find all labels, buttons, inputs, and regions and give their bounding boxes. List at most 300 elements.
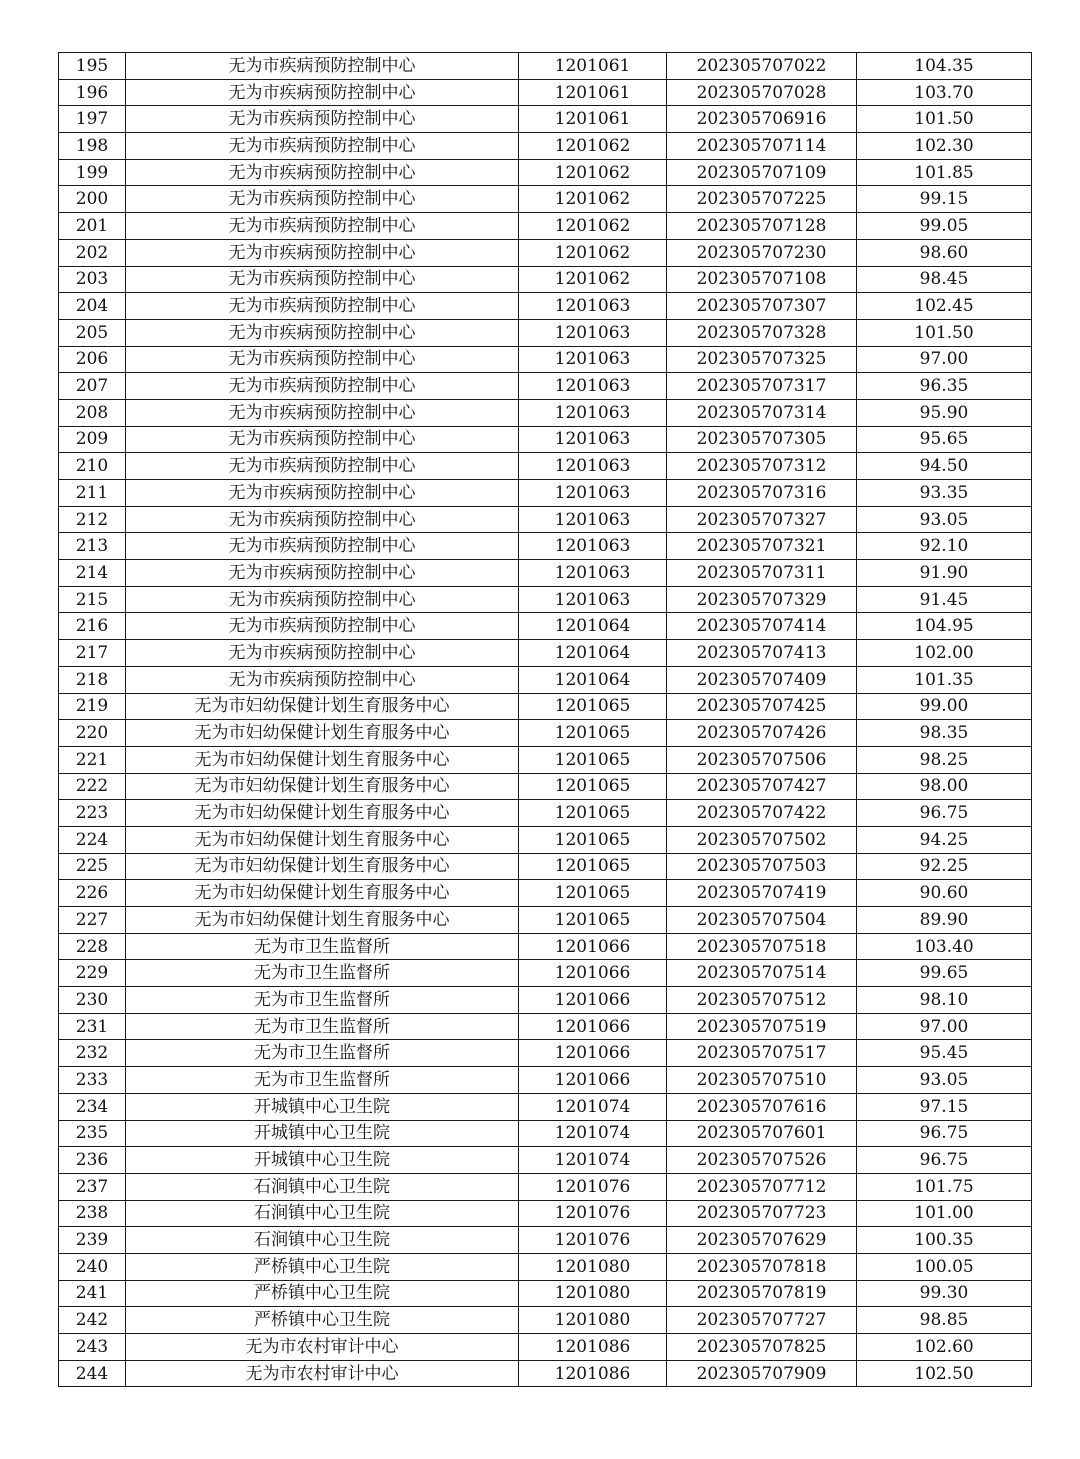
score-cell: 102.60 <box>857 1334 1032 1361</box>
row-index-cell: 207 <box>59 373 126 400</box>
ticket-number-cell: 202305707128 <box>667 213 857 240</box>
score-cell: 101.50 <box>857 319 1032 346</box>
ticket-number-cell: 202305707317 <box>667 373 857 400</box>
row-index-cell: 233 <box>59 1067 126 1094</box>
position-code-cell: 1201061 <box>519 79 667 106</box>
unit-name-cell: 严桥镇中心卫生院 <box>126 1307 519 1334</box>
row-index-cell: 211 <box>59 480 126 507</box>
table-row <box>59 1120 1032 1147</box>
unit-name-cell: 无为市农村审计中心 <box>126 1334 519 1361</box>
table-row <box>59 239 1032 266</box>
position-code-cell: 1201076 <box>519 1173 667 1200</box>
row-index-cell: 210 <box>59 453 126 480</box>
position-code-cell: 1201074 <box>519 1147 667 1174</box>
row-index-cell: 232 <box>59 1040 126 1067</box>
row-index-cell: 221 <box>59 746 126 773</box>
position-code-cell: 1201064 <box>519 613 667 640</box>
table-row <box>59 79 1032 106</box>
position-code-cell: 1201065 <box>519 826 667 853</box>
row-index-cell: 205 <box>59 319 126 346</box>
table-row <box>59 720 1032 747</box>
score-cell: 102.00 <box>857 640 1032 667</box>
position-code-cell: 1201061 <box>519 106 667 133</box>
table-row <box>59 746 1032 773</box>
ticket-number-cell: 202305707723 <box>667 1200 857 1227</box>
score-cell: 97.00 <box>857 1013 1032 1040</box>
unit-name-cell: 开城镇中心卫生院 <box>126 1147 519 1174</box>
unit-name-cell: 无为市疾病预防控制中心 <box>126 640 519 667</box>
unit-name-cell: 无为市妇幼保健计划生育服务中心 <box>126 853 519 880</box>
score-cell: 104.95 <box>857 613 1032 640</box>
ticket-number-cell: 202305707314 <box>667 399 857 426</box>
unit-name-cell: 石涧镇中心卫生院 <box>126 1173 519 1200</box>
position-code-cell: 1201065 <box>519 773 667 800</box>
unit-name-cell: 开城镇中心卫生院 <box>126 1093 519 1120</box>
table-row <box>59 1280 1032 1307</box>
position-code-cell: 1201065 <box>519 800 667 827</box>
unit-name-cell: 无为市疾病预防控制中心 <box>126 186 519 213</box>
ticket-number-cell: 202305707305 <box>667 426 857 453</box>
ticket-number-cell: 202305707601 <box>667 1120 857 1147</box>
position-code-cell: 1201066 <box>519 1040 667 1067</box>
row-index-cell: 199 <box>59 159 126 186</box>
score-cell: 95.90 <box>857 399 1032 426</box>
table-row <box>59 613 1032 640</box>
row-index-cell: 225 <box>59 853 126 880</box>
ticket-number-cell: 202305707311 <box>667 560 857 587</box>
table-body <box>59 53 1032 1387</box>
position-code-cell: 1201065 <box>519 746 667 773</box>
ticket-number-cell: 202305707422 <box>667 800 857 827</box>
row-index-cell: 213 <box>59 533 126 560</box>
unit-name-cell: 无为市疾病预防控制中心 <box>126 373 519 400</box>
score-cell: 102.30 <box>857 133 1032 160</box>
score-cell: 96.75 <box>857 1147 1032 1174</box>
table-row <box>59 506 1032 533</box>
ticket-number-cell: 202305707518 <box>667 933 857 960</box>
table-row <box>59 480 1032 507</box>
table-row <box>59 1253 1032 1280</box>
ticket-number-cell: 202305707316 <box>667 480 857 507</box>
score-cell: 98.45 <box>857 266 1032 293</box>
unit-name-cell: 无为市疾病预防控制中心 <box>126 159 519 186</box>
score-cell: 95.45 <box>857 1040 1032 1067</box>
table-row <box>59 266 1032 293</box>
position-code-cell: 1201086 <box>519 1334 667 1361</box>
position-code-cell: 1201063 <box>519 426 667 453</box>
ticket-number-cell: 202305707512 <box>667 987 857 1014</box>
score-cell: 100.05 <box>857 1253 1032 1280</box>
score-cell: 96.75 <box>857 1120 1032 1147</box>
table-row <box>59 1173 1032 1200</box>
row-index-cell: 242 <box>59 1307 126 1334</box>
table-row <box>59 399 1032 426</box>
row-index-cell: 238 <box>59 1200 126 1227</box>
row-index-cell: 223 <box>59 800 126 827</box>
table-row <box>59 1093 1032 1120</box>
unit-name-cell: 无为市疾病预防控制中心 <box>126 533 519 560</box>
score-cell: 98.35 <box>857 720 1032 747</box>
score-cell: 98.85 <box>857 1307 1032 1334</box>
score-cell: 98.60 <box>857 239 1032 266</box>
table-row <box>59 373 1032 400</box>
ticket-number-cell: 202305707519 <box>667 1013 857 1040</box>
table-row <box>59 987 1032 1014</box>
position-code-cell: 1201065 <box>519 853 667 880</box>
table-row <box>59 907 1032 934</box>
row-index-cell: 206 <box>59 346 126 373</box>
score-cell: 93.05 <box>857 1067 1032 1094</box>
position-code-cell: 1201063 <box>519 399 667 426</box>
table-row <box>59 1013 1032 1040</box>
row-index-cell: 231 <box>59 1013 126 1040</box>
unit-name-cell: 无为市妇幼保健计划生育服务中心 <box>126 720 519 747</box>
unit-name-cell: 无为市卫生监督所 <box>126 1013 519 1040</box>
position-code-cell: 1201063 <box>519 293 667 320</box>
table-row <box>59 453 1032 480</box>
ticket-number-cell: 202305707108 <box>667 266 857 293</box>
position-code-cell: 1201065 <box>519 880 667 907</box>
unit-name-cell: 无为市卫生监督所 <box>126 960 519 987</box>
position-code-cell: 1201080 <box>519 1307 667 1334</box>
position-code-cell: 1201066 <box>519 1013 667 1040</box>
table-row <box>59 853 1032 880</box>
table-row <box>59 1227 1032 1254</box>
ticket-number-cell: 202305707419 <box>667 880 857 907</box>
score-cell: 95.65 <box>857 426 1032 453</box>
table-row <box>59 1307 1032 1334</box>
ticket-number-cell: 202305707328 <box>667 319 857 346</box>
ticket-number-cell: 202305707413 <box>667 640 857 667</box>
row-index-cell: 230 <box>59 987 126 1014</box>
row-index-cell: 234 <box>59 1093 126 1120</box>
ticket-number-cell: 202305707712 <box>667 1173 857 1200</box>
row-index-cell: 243 <box>59 1334 126 1361</box>
score-cell: 96.75 <box>857 800 1032 827</box>
unit-name-cell: 严桥镇中心卫生院 <box>126 1253 519 1280</box>
unit-name-cell: 无为市妇幼保健计划生育服务中心 <box>126 907 519 934</box>
table-row <box>59 666 1032 693</box>
table-row <box>59 826 1032 853</box>
score-cell: 101.85 <box>857 159 1032 186</box>
unit-name-cell: 无为市妇幼保健计划生育服务中心 <box>126 880 519 907</box>
unit-name-cell: 开城镇中心卫生院 <box>126 1120 519 1147</box>
table-row <box>59 560 1032 587</box>
score-cell: 98.10 <box>857 987 1032 1014</box>
position-code-cell: 1201066 <box>519 987 667 1014</box>
ticket-number-cell: 202305707819 <box>667 1280 857 1307</box>
score-cell: 98.25 <box>857 746 1032 773</box>
ticket-number-cell: 202305707727 <box>667 1307 857 1334</box>
score-cell: 98.00 <box>857 773 1032 800</box>
unit-name-cell: 无为市疾病预防控制中心 <box>126 426 519 453</box>
ticket-number-cell: 202305707327 <box>667 506 857 533</box>
row-index-cell: 217 <box>59 640 126 667</box>
unit-name-cell: 无为市疾病预防控制中心 <box>126 239 519 266</box>
table-row <box>59 293 1032 320</box>
table-row <box>59 106 1032 133</box>
position-code-cell: 1201063 <box>519 506 667 533</box>
unit-name-cell: 无为市疾病预防控制中心 <box>126 613 519 640</box>
unit-name-cell: 无为市疾病预防控制中心 <box>126 213 519 240</box>
table-row <box>59 880 1032 907</box>
score-cell: 101.00 <box>857 1200 1032 1227</box>
table-row <box>59 1334 1032 1361</box>
unit-name-cell: 无为市卫生监督所 <box>126 933 519 960</box>
score-cell: 97.15 <box>857 1093 1032 1120</box>
position-code-cell: 1201063 <box>519 373 667 400</box>
ticket-number-cell: 202305707409 <box>667 666 857 693</box>
unit-name-cell: 无为市妇幼保健计划生育服务中心 <box>126 800 519 827</box>
unit-name-cell: 石涧镇中心卫生院 <box>126 1200 519 1227</box>
ticket-number-cell: 202305707909 <box>667 1360 857 1387</box>
position-code-cell: 1201086 <box>519 1360 667 1387</box>
unit-name-cell: 严桥镇中心卫生院 <box>126 1280 519 1307</box>
ticket-number-cell: 202305706916 <box>667 106 857 133</box>
row-index-cell: 216 <box>59 613 126 640</box>
table-row <box>59 346 1032 373</box>
position-code-cell: 1201076 <box>519 1200 667 1227</box>
position-code-cell: 1201063 <box>519 533 667 560</box>
row-index-cell: 239 <box>59 1227 126 1254</box>
unit-name-cell: 无为市疾病预防控制中心 <box>126 399 519 426</box>
unit-name-cell: 无为市卫生监督所 <box>126 1040 519 1067</box>
ticket-number-cell: 202305707312 <box>667 453 857 480</box>
score-cell: 102.50 <box>857 1360 1032 1387</box>
ticket-number-cell: 202305707514 <box>667 960 857 987</box>
ticket-number-cell: 202305707321 <box>667 533 857 560</box>
score-cell: 97.00 <box>857 346 1032 373</box>
ticket-number-cell: 202305707109 <box>667 159 857 186</box>
score-cell: 101.50 <box>857 106 1032 133</box>
position-code-cell: 1201062 <box>519 186 667 213</box>
ticket-number-cell: 202305707307 <box>667 293 857 320</box>
score-cell: 96.35 <box>857 373 1032 400</box>
score-cell: 93.05 <box>857 506 1032 533</box>
score-cell: 101.35 <box>857 666 1032 693</box>
row-index-cell: 198 <box>59 133 126 160</box>
position-code-cell: 1201063 <box>519 480 667 507</box>
unit-name-cell: 无为市疾病预防控制中心 <box>126 560 519 587</box>
table-row <box>59 186 1032 213</box>
ticket-number-cell: 202305707506 <box>667 746 857 773</box>
unit-name-cell: 无为市卫生监督所 <box>126 1067 519 1094</box>
position-code-cell: 1201076 <box>519 1227 667 1254</box>
position-code-cell: 1201062 <box>519 213 667 240</box>
score-cell: 99.15 <box>857 186 1032 213</box>
unit-name-cell: 无为市疾病预防控制中心 <box>126 293 519 320</box>
row-index-cell: 204 <box>59 293 126 320</box>
ticket-number-cell: 202305707616 <box>667 1093 857 1120</box>
table-row <box>59 1147 1032 1174</box>
unit-name-cell: 无为市疾病预防控制中心 <box>126 506 519 533</box>
unit-name-cell: 无为市疾病预防控制中心 <box>126 106 519 133</box>
row-index-cell: 218 <box>59 666 126 693</box>
table-row <box>59 133 1032 160</box>
unit-name-cell: 无为市疾病预防控制中心 <box>126 53 519 80</box>
table-row <box>59 1067 1032 1094</box>
score-table <box>58 52 1032 1387</box>
unit-name-cell: 无为市农村审计中心 <box>126 1360 519 1387</box>
position-code-cell: 1201066 <box>519 960 667 987</box>
table-row <box>59 1200 1032 1227</box>
row-index-cell: 228 <box>59 933 126 960</box>
unit-name-cell: 无为市疾病预防控制中心 <box>126 346 519 373</box>
table-row <box>59 213 1032 240</box>
unit-name-cell: 无为市疾病预防控制中心 <box>126 480 519 507</box>
table-row <box>59 800 1032 827</box>
row-index-cell: 209 <box>59 426 126 453</box>
position-code-cell: 1201063 <box>519 453 667 480</box>
table-row <box>59 773 1032 800</box>
score-cell: 101.75 <box>857 1173 1032 1200</box>
ticket-number-cell: 202305707504 <box>667 907 857 934</box>
row-index-cell: 212 <box>59 506 126 533</box>
unit-name-cell: 无为市妇幼保健计划生育服务中心 <box>126 746 519 773</box>
position-code-cell: 1201063 <box>519 586 667 613</box>
position-code-cell: 1201062 <box>519 239 667 266</box>
row-index-cell: 244 <box>59 1360 126 1387</box>
unit-name-cell: 无为市疾病预防控制中心 <box>126 666 519 693</box>
table-row <box>59 693 1032 720</box>
row-index-cell: 214 <box>59 560 126 587</box>
score-cell: 99.00 <box>857 693 1032 720</box>
row-index-cell: 196 <box>59 79 126 106</box>
row-index-cell: 200 <box>59 186 126 213</box>
table-row <box>59 426 1032 453</box>
ticket-number-cell: 202305707425 <box>667 693 857 720</box>
unit-name-cell: 无为市疾病预防控制中心 <box>126 586 519 613</box>
unit-name-cell: 无为市疾病预防控制中心 <box>126 133 519 160</box>
score-cell: 92.25 <box>857 853 1032 880</box>
position-code-cell: 1201063 <box>519 319 667 346</box>
position-code-cell: 1201066 <box>519 933 667 960</box>
score-cell: 92.10 <box>857 533 1032 560</box>
row-index-cell: 195 <box>59 53 126 80</box>
row-index-cell: 224 <box>59 826 126 853</box>
table-row <box>59 159 1032 186</box>
score-cell: 91.45 <box>857 586 1032 613</box>
table-row <box>59 960 1032 987</box>
table-row <box>59 1360 1032 1387</box>
score-cell: 94.25 <box>857 826 1032 853</box>
ticket-number-cell: 202305707629 <box>667 1227 857 1254</box>
position-code-cell: 1201065 <box>519 720 667 747</box>
ticket-number-cell: 202305707414 <box>667 613 857 640</box>
row-index-cell: 201 <box>59 213 126 240</box>
ticket-number-cell: 202305707028 <box>667 79 857 106</box>
row-index-cell: 220 <box>59 720 126 747</box>
position-code-cell: 1201062 <box>519 133 667 160</box>
row-index-cell: 202 <box>59 239 126 266</box>
score-cell: 103.40 <box>857 933 1032 960</box>
row-index-cell: 240 <box>59 1253 126 1280</box>
score-cell: 90.60 <box>857 880 1032 907</box>
position-code-cell: 1201080 <box>519 1280 667 1307</box>
position-code-cell: 1201061 <box>519 53 667 80</box>
ticket-number-cell: 202305707225 <box>667 186 857 213</box>
unit-name-cell: 无为市妇幼保健计划生育服务中心 <box>126 693 519 720</box>
position-code-cell: 1201074 <box>519 1093 667 1120</box>
row-index-cell: 208 <box>59 399 126 426</box>
row-index-cell: 236 <box>59 1147 126 1174</box>
table-row <box>59 319 1032 346</box>
position-code-cell: 1201064 <box>519 640 667 667</box>
row-index-cell: 222 <box>59 773 126 800</box>
ticket-number-cell: 202305707114 <box>667 133 857 160</box>
ticket-number-cell: 202305707825 <box>667 1334 857 1361</box>
table-row <box>59 933 1032 960</box>
position-code-cell: 1201065 <box>519 693 667 720</box>
row-index-cell: 227 <box>59 907 126 934</box>
position-code-cell: 1201062 <box>519 266 667 293</box>
position-code-cell: 1201064 <box>519 666 667 693</box>
table-row <box>59 586 1032 613</box>
row-index-cell: 235 <box>59 1120 126 1147</box>
table-row <box>59 1040 1032 1067</box>
unit-name-cell: 无为市疾病预防控制中心 <box>126 453 519 480</box>
row-index-cell: 226 <box>59 880 126 907</box>
score-cell: 104.35 <box>857 53 1032 80</box>
ticket-number-cell: 202305707230 <box>667 239 857 266</box>
ticket-number-cell: 202305707325 <box>667 346 857 373</box>
score-cell: 91.90 <box>857 560 1032 587</box>
score-cell: 93.35 <box>857 480 1032 507</box>
unit-name-cell: 无为市疾病预防控制中心 <box>126 79 519 106</box>
unit-name-cell: 无为市妇幼保健计划生育服务中心 <box>126 773 519 800</box>
table-row <box>59 533 1032 560</box>
ticket-number-cell: 202305707426 <box>667 720 857 747</box>
score-cell: 99.65 <box>857 960 1032 987</box>
score-cell: 99.05 <box>857 213 1032 240</box>
row-index-cell: 203 <box>59 266 126 293</box>
position-code-cell: 1201062 <box>519 159 667 186</box>
position-code-cell: 1201074 <box>519 1120 667 1147</box>
score-cell: 94.50 <box>857 453 1032 480</box>
ticket-number-cell: 202305707503 <box>667 853 857 880</box>
score-cell: 102.45 <box>857 293 1032 320</box>
row-index-cell: 219 <box>59 693 126 720</box>
ticket-number-cell: 202305707526 <box>667 1147 857 1174</box>
row-index-cell: 197 <box>59 106 126 133</box>
row-index-cell: 229 <box>59 960 126 987</box>
ticket-number-cell: 202305707510 <box>667 1067 857 1094</box>
unit-name-cell: 无为市疾病预防控制中心 <box>126 266 519 293</box>
ticket-number-cell: 202305707502 <box>667 826 857 853</box>
score-cell: 100.35 <box>857 1227 1032 1254</box>
score-cell: 89.90 <box>857 907 1032 934</box>
table-row <box>59 53 1032 80</box>
row-index-cell: 215 <box>59 586 126 613</box>
unit-name-cell: 无为市卫生监督所 <box>126 987 519 1014</box>
ticket-number-cell: 202305707329 <box>667 586 857 613</box>
position-code-cell: 1201063 <box>519 346 667 373</box>
ticket-number-cell: 202305707517 <box>667 1040 857 1067</box>
position-code-cell: 1201080 <box>519 1253 667 1280</box>
table-row <box>59 640 1032 667</box>
ticket-number-cell: 202305707818 <box>667 1253 857 1280</box>
score-cell: 103.70 <box>857 79 1032 106</box>
row-index-cell: 237 <box>59 1173 126 1200</box>
position-code-cell: 1201063 <box>519 560 667 587</box>
ticket-number-cell: 202305707427 <box>667 773 857 800</box>
unit-name-cell: 无为市疾病预防控制中心 <box>126 319 519 346</box>
position-code-cell: 1201066 <box>519 1067 667 1094</box>
score-cell: 99.30 <box>857 1280 1032 1307</box>
row-index-cell: 241 <box>59 1280 126 1307</box>
unit-name-cell: 无为市妇幼保健计划生育服务中心 <box>126 826 519 853</box>
position-code-cell: 1201065 <box>519 907 667 934</box>
